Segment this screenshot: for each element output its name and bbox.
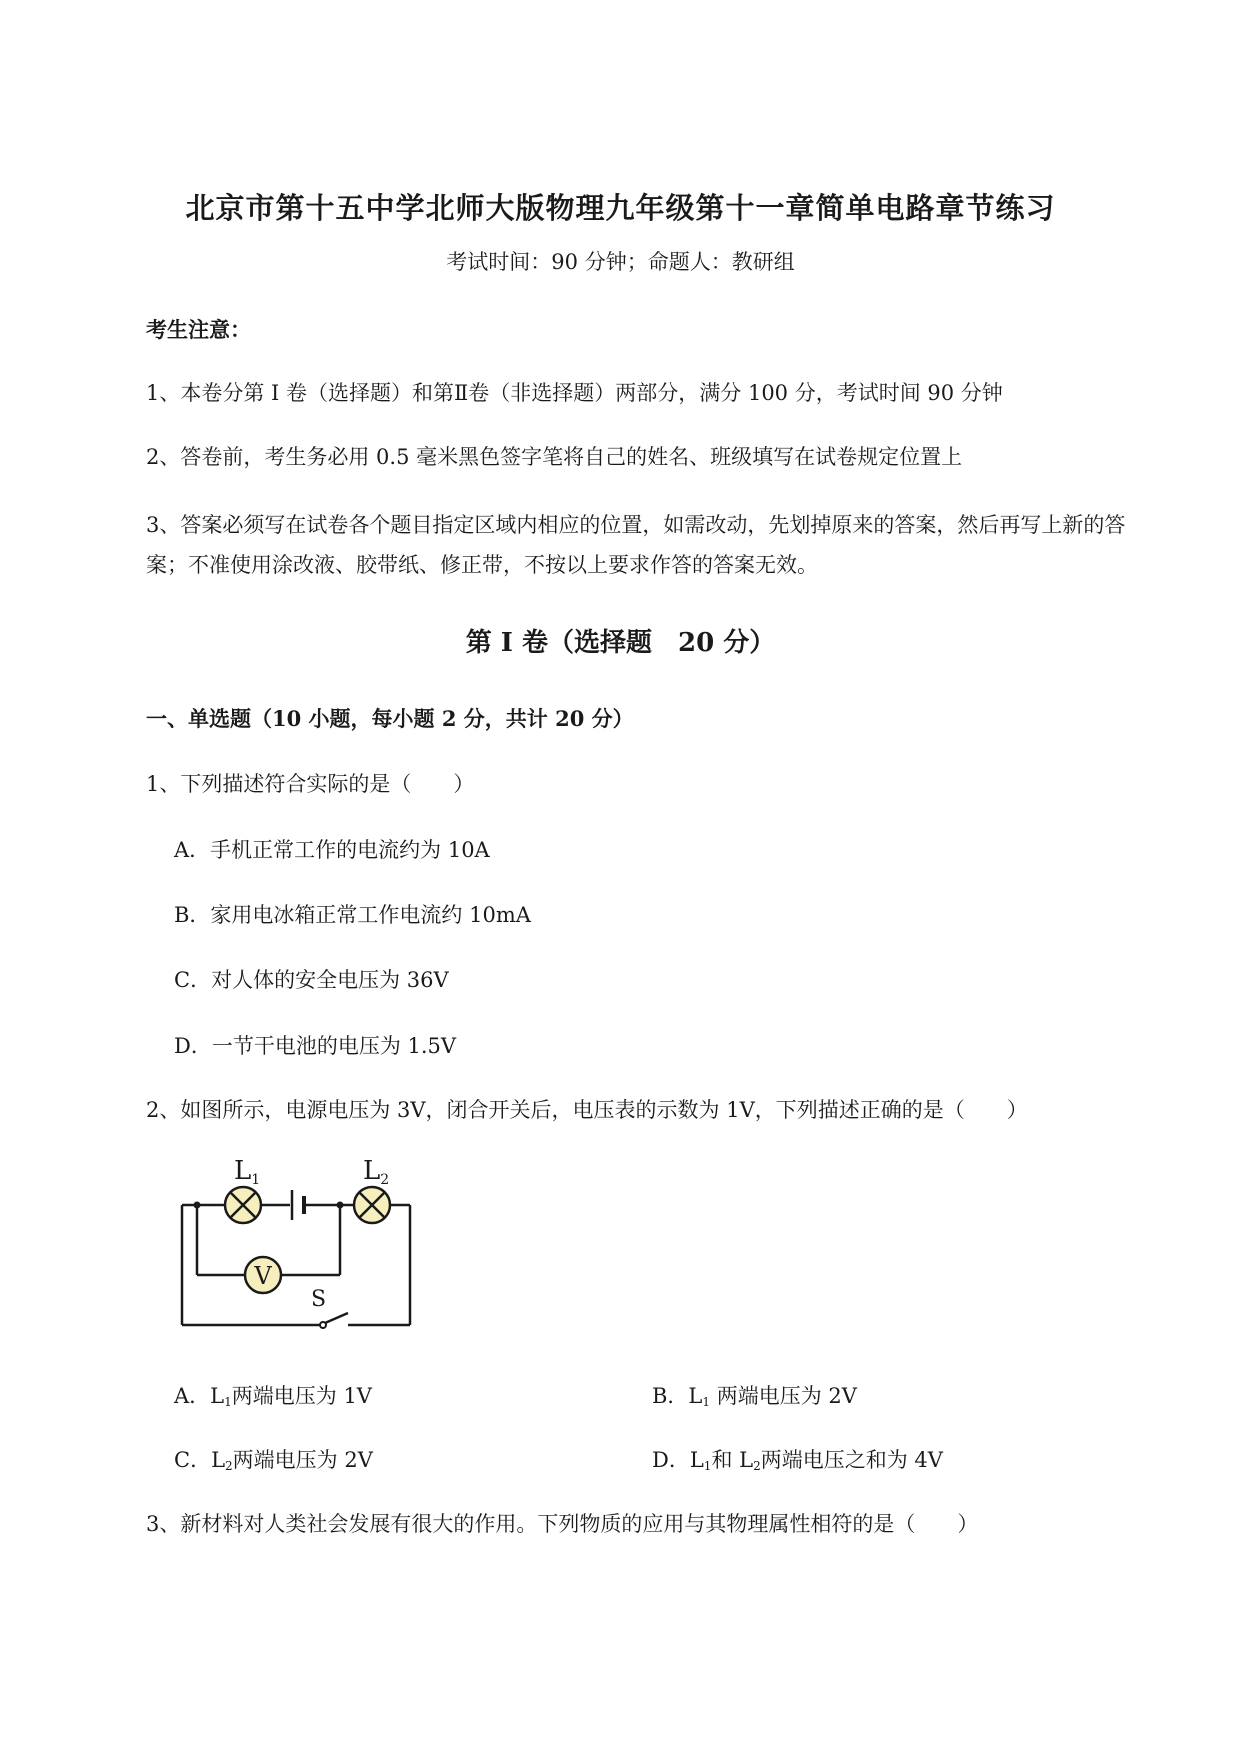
part-heading: 一、单选题（10 小题，每小题 2 分，共计 20 分） xyxy=(146,706,634,731)
lamp-l2-label: L2 xyxy=(363,1156,390,1188)
page-title: 北京市第十五中学北师大版物理九年级第十一章简单电路章节练习 xyxy=(185,191,1056,225)
question-2-option-b[interactable]: B．$L_1$ 两端电压为 2V xyxy=(652,1384,857,1409)
exam-info: 考试时间：90 分钟；命题人：教研组 xyxy=(446,250,795,274)
notice-item-3: 3、答案必须写在试卷各个题目指定区域内相应的位置，如需改动，先划掉原来的答案，然后再写上新的答案；不准使用涂改液、胶带纸、修正带，不按以上要求作答的答案无效。 xyxy=(146,513,1126,577)
question-2-option-a[interactable]: A．$L_1$两端电压为 1V xyxy=(174,1384,372,1409)
question-2-stem: 2、如图所示，电源电压为 3V，闭合开关后，电压表的示数为 1V，下列描述正确的是（ ） xyxy=(146,1098,1028,1122)
notice-item-1: 1、本卷分第 I 卷（选择题）和第Ⅱ卷（非选择题）两部分，满分 100 分，考试时间 90 分钟 xyxy=(146,381,1003,405)
question-3-stem: 3、新材料对人类社会发展有很大的作用。下列物质的应用与其物理属性相符的是（ ） xyxy=(146,1512,979,1536)
question-1-option-b[interactable]: B．家用电冰箱正常工作电流约 10mA xyxy=(174,903,531,927)
notice-item-2: 2、答卷前，考生务必用 0.5 毫米黑色签字笔将自己的姓名、班级填写在试卷规定位置上 xyxy=(146,445,963,469)
junction-right xyxy=(337,1202,344,1209)
section-title: 第 I 卷（选择题 20 分） xyxy=(465,628,776,658)
lamp-l1-label: L1 xyxy=(234,1156,261,1188)
question-1-option-d[interactable]: D．一节干电池的电压为 1.5V xyxy=(174,1034,457,1058)
notice-heading: 考生注意： xyxy=(146,317,251,342)
question-1-option-a[interactable]: A．手机正常工作的电流约为 10A xyxy=(174,838,490,862)
switch-blade xyxy=(325,1313,348,1323)
question-1-stem: 1、下列描述符合实际的是（ ） xyxy=(146,772,475,796)
question-2-option-c[interactable]: C．$L_2$两端电压为 2V xyxy=(174,1448,373,1473)
switch-label: S xyxy=(311,1287,327,1312)
question-1-option-c[interactable]: C．对人体的安全电压为 36V xyxy=(174,968,449,992)
lamp-l1-icon xyxy=(225,1187,261,1223)
junction-left xyxy=(194,1202,201,1209)
question-2-option-d[interactable]: D．$L_1$和 $L_2$两端电压之和为 4V xyxy=(652,1448,943,1473)
lamp-l2-icon xyxy=(354,1187,390,1223)
circuit-diagram xyxy=(170,1150,430,1340)
voltmeter-label: V xyxy=(254,1262,272,1290)
